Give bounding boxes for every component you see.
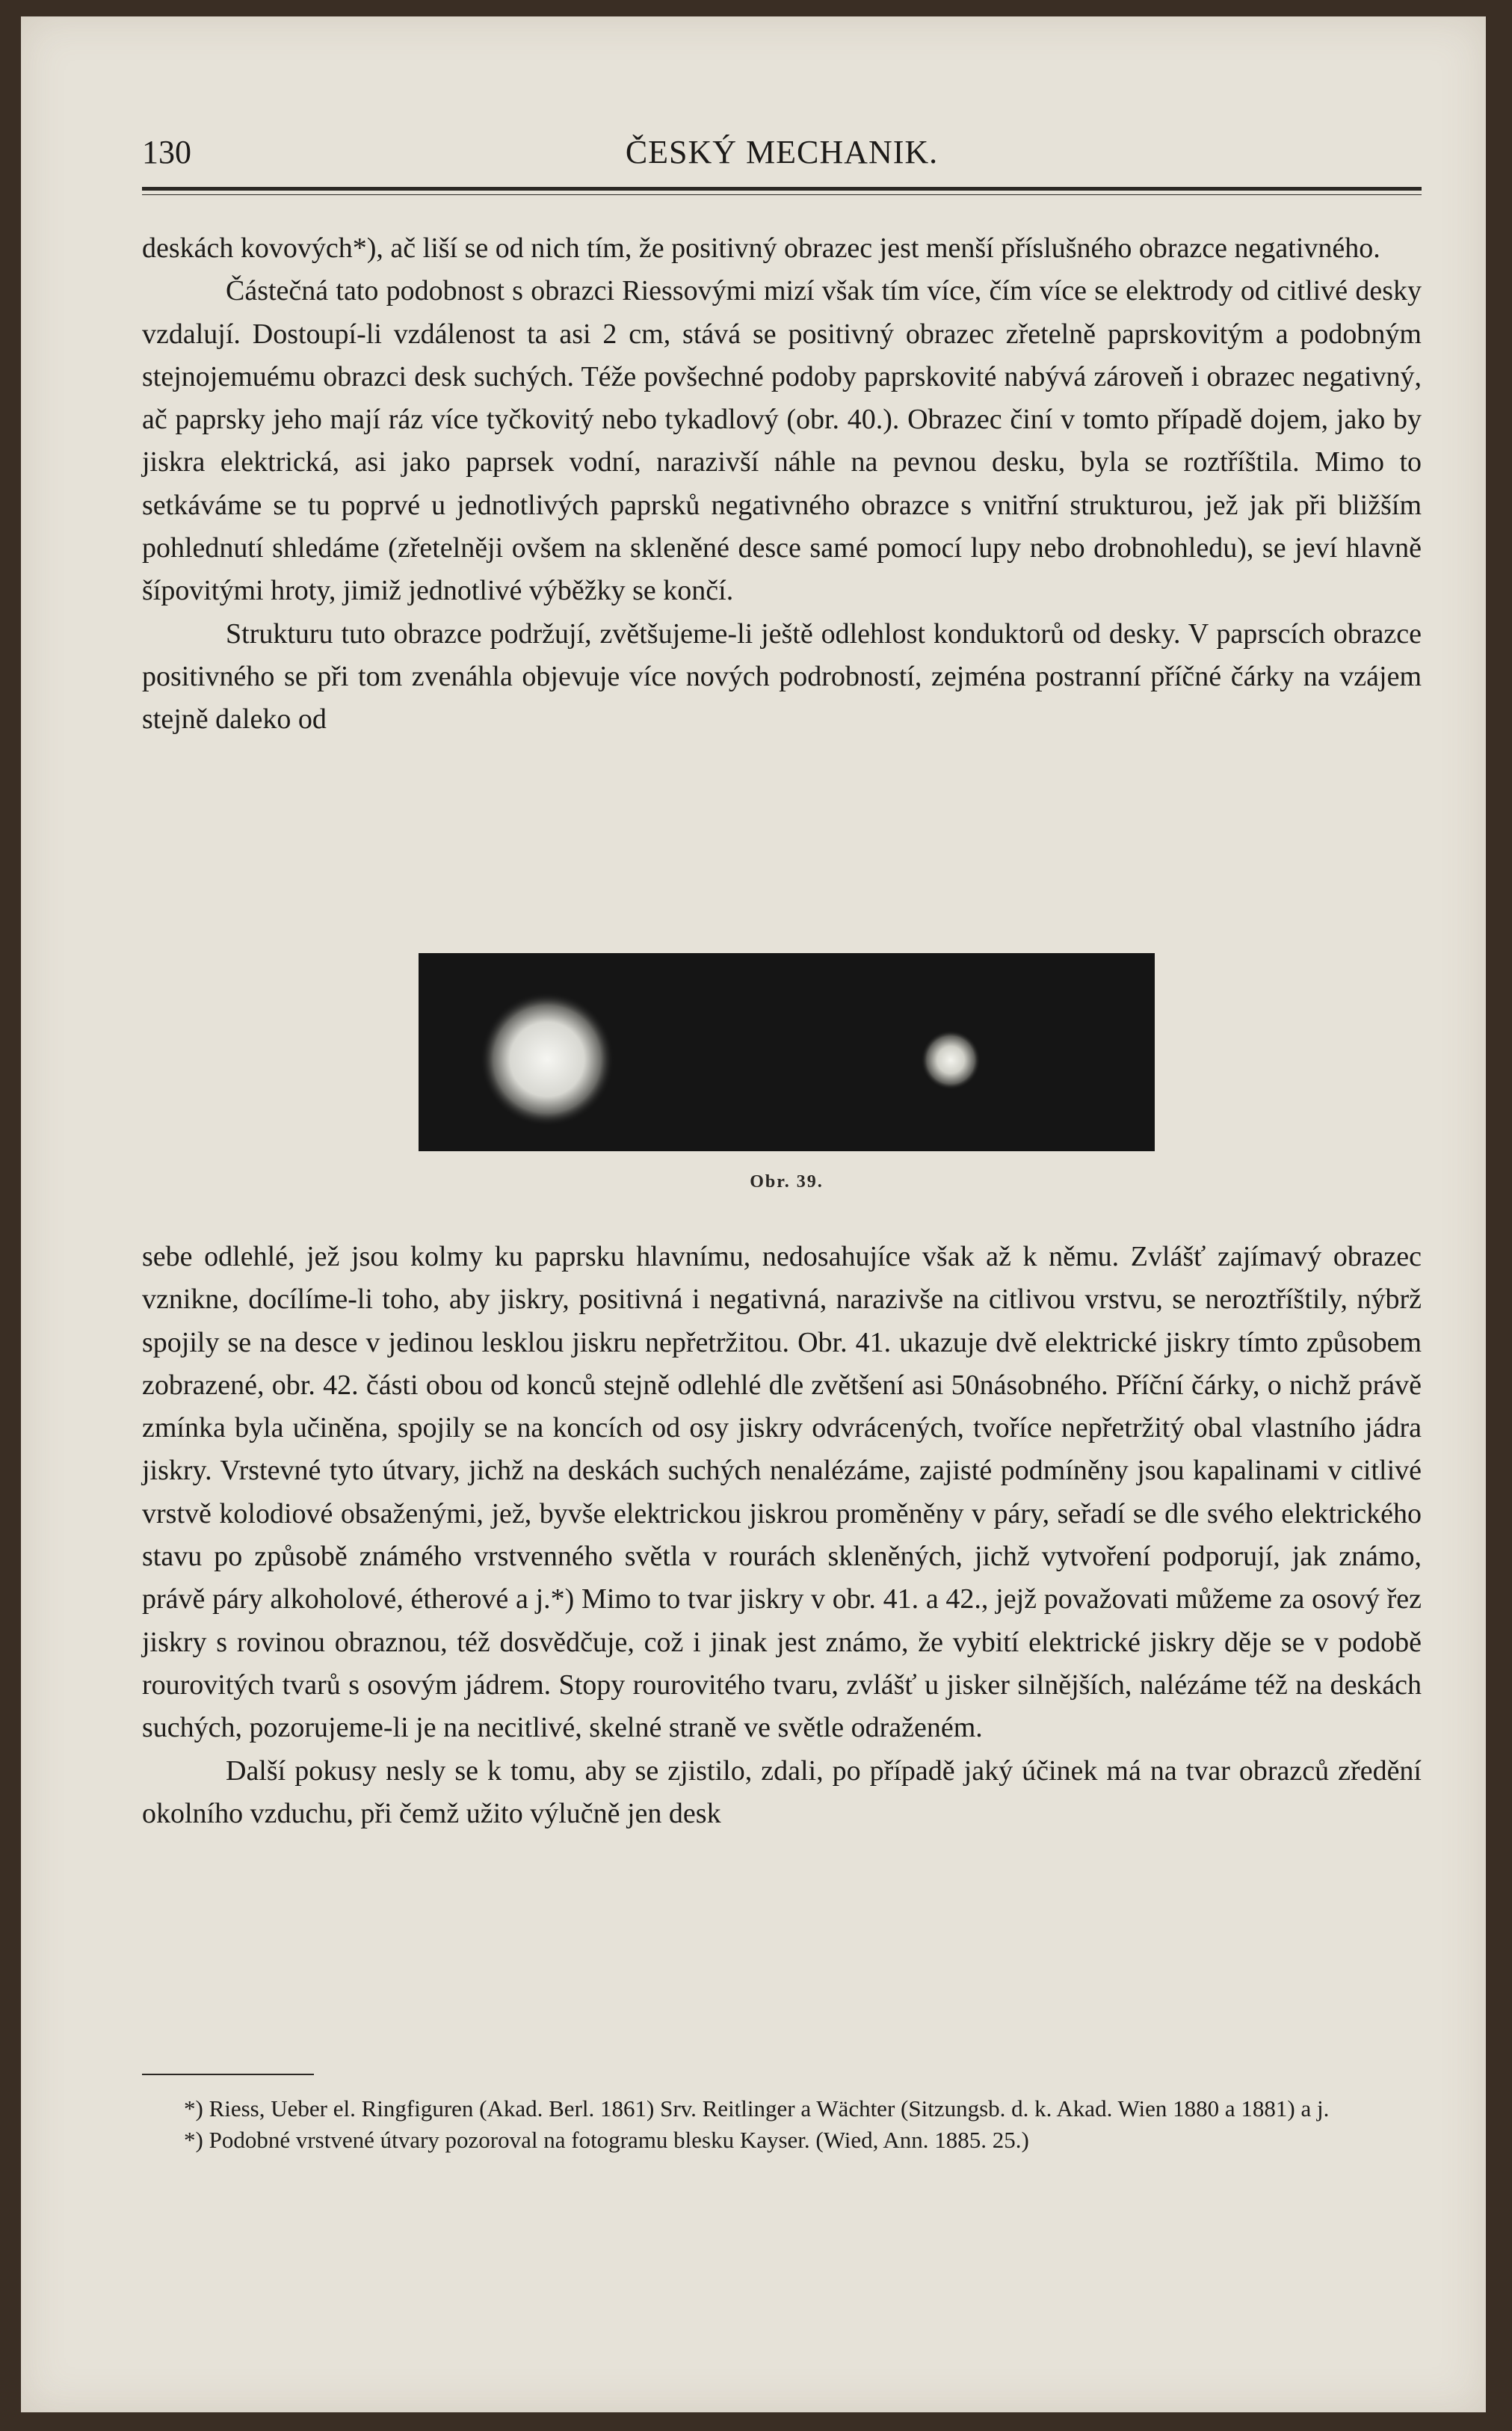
figure-caption: Obr. 39.: [750, 1172, 824, 1192]
body-text-top: [142, 227, 1422, 742]
large-spark-spot: [480, 992, 614, 1127]
footnote-rule: [142, 2074, 314, 2075]
spark-figure-image: [419, 953, 1155, 1151]
footnotes: [142, 2093, 1422, 2156]
paragraph: deskách kovových*), ač liší se od nich tím, že positivný obrazec jest menší příslušného obrazce negativného.: [142, 232, 1380, 264]
footnote: *) Podobné vrstvené útvary pozoroval na fotogramu blesku Kayser. (Wied, Ann. 1885. 25.): [184, 2127, 1029, 2153]
header-rule: [142, 187, 1422, 191]
paragraph: sebe odlehlé, jež jsou kolmy ku paprsku hlavnímu, nedosahujíce však až k němu. Zvlášť zajímavý obrazec vznikne, docílíme-li toho, aby jiskry, positivná i negativná, narazivše na citlivou vrstvu, se neroztříštily, nýbrž spojily se na desce v jedinou lesklou jiskru nepřetržitou. Obr. 41. ukazuje dvě elektrické jiskry tímto způsobem zobrazené, obr. 42. části obou od konců stejně odlehlé dle zvětšení asi 50násobného. Příční čárky, o nichž právě zmínka byla učiněna, spojily se na koncích od osy jiskry odvrácených, tvoříce nepřetržitý obal vlastního jádra jiskry. Vrstevné tyto útvary, jichž na deskách suchých nenalézáme, zajisté podmíněny jsou kapalinami v citlivé vrstvě kolodiové obsaženými, jež, byvše elektrickou jiskrou proměněny v páry, seřadí se dle svého elektrického stavu po způsobě známého vrstvenného světla v rourách skleněných, jichž vytvoření podporují, jak známo, právě páry alkoholové, étherové a j.*) Mimo to tvar jiskry v obr. 41. a 42., jejž považovati můžeme za osový řez jiskry s rovinou obraznou, též dosvědčuje, což i jinak jest známo, že vybití elektrické jiskry děje se v podobě rourovitých tvarů s osovým jádrem. Stopy rourovitého tvaru, zvlášť u jisker silnějších, nalézáme též na deskách suchých, pozorujeme-li je na necitlivé, skelné straně ve světle odraženém.: [142, 1241, 1422, 1744]
paragraph: Strukturu tuto obrazce podržují, zvětšujeme-li ještě odlehlost konduktorů od desky. V paprscích obrazce positivného se při tom zvenáhla objevuje více nových podrobností, zejména postranní příčné čárky na vzájem stejně daleko od: [142, 617, 1422, 736]
header-rule-thin: [142, 194, 1422, 195]
page-header: [142, 133, 1422, 178]
paragraph: Další pokusy nesly se k tomu, aby se zjistilo, zdali, po případě jaký účinek má na tvar obrazců zředění okolního vzduchu, při čemž užito výlučně jen desk: [142, 1754, 1422, 1829]
figure-photograph: [419, 953, 1155, 1151]
small-spark-spot: [921, 1030, 981, 1090]
body-text-bottom: [142, 1236, 1422, 1835]
page-number: 130: [142, 134, 191, 170]
footnote: *) Riess, Ueber el. Ringfiguren (Akad. Berl. 1861) Srv. Reitlinger a Wächter (Sitzungsb. d. k. Akad. Wien 1880 a 1881) a j.: [184, 2095, 1330, 2122]
running-title: ČESKÝ MECHANIK.: [625, 134, 939, 170]
paragraph: Částečná tato podobnost s obrazci Riessovými mizí však tím více, čím více se elektrody od citlivé desky vzdalují. Dostoupí-li vzdálenost ta asi 2 cm, stává se positivný obrazec zřetelně paprskovitým a podobným stejnojemuému obrazci desk suchých. Téže povšechné podoby paprskovité nabývá zároveň i obrazec negativný, ač paprsky jeho mají ráz více tyčkovitý nebo tykadlový (obr. 40.). Obrazec činí v tomto případě dojem, jako by jiskra elektrická, asi jako paprsek vodní, narazivší náhle na pevnou desku, byla se roztříštila. Mimo to setkáváme se tu poprvé u jednotlivých paprsků negativného obrazce s vnitřní strukturou, jež jak při bližším pohlednutí shledáme (zřetelněji ovšem na skleněné desce samé pomocí lupy nebo drobnohledu), se jeví hlavně šípovitými hroty, jimiž jednotlivé výběžky se končí.: [142, 275, 1422, 607]
